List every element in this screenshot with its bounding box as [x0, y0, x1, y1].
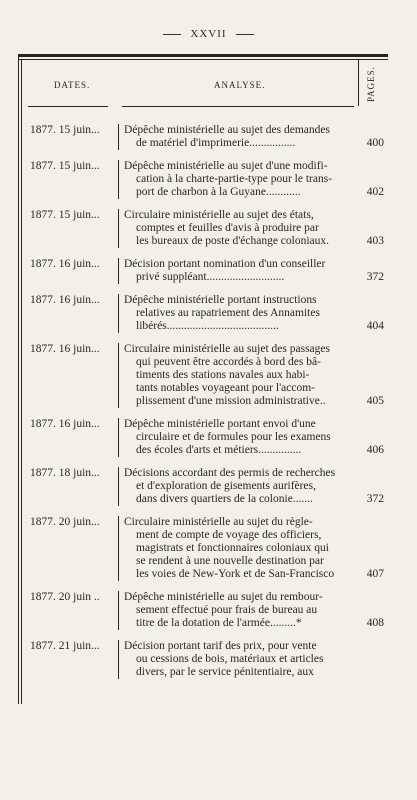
entry-page: 372	[366, 493, 384, 505]
analysis-line: Dépêche ministérielle au sujet du rembour-	[124, 591, 323, 603]
entry-date: 1877. 16 juin...	[30, 258, 100, 270]
entry-analysis	[124, 640, 356, 679]
analysis-line: divers, par le service pénitentiaire, aux	[136, 666, 314, 678]
analysis-line: Dépêche ministérielle portant envoi d'une	[124, 418, 316, 430]
entry-page: 406	[366, 444, 384, 456]
analysis-line: Décision portant nomination d'un conseiller	[124, 258, 326, 270]
entry-date: 1877. 16 juin...	[30, 418, 100, 430]
column-divider	[118, 258, 119, 284]
analysis-line: Décisions accordant des permis de recherches	[124, 467, 336, 479]
column-divider	[118, 160, 119, 199]
analysis-line: port de charbon à la Guyane............	[136, 186, 301, 198]
analysis-line: circulaire et de formules pour les examens	[136, 431, 331, 443]
column-header-pages: PAGES.	[366, 66, 376, 102]
analysis-line: privé suppléant...........................	[136, 271, 285, 283]
column-divider	[118, 294, 119, 333]
analysis-line: Dépêche ministérielle au sujet d'une modifi-	[124, 160, 328, 172]
column-divider	[118, 209, 119, 248]
page-number-header	[0, 28, 417, 40]
analysis-line: Dépêche ministérielle portant instructions	[124, 294, 317, 306]
analysis-line: cation à la charte-partie-type pour le trans-	[136, 173, 333, 185]
entry-date: 1877. 15 juin...	[30, 209, 100, 221]
column-divider	[118, 640, 119, 679]
column-header-analysis: ANALYSE.	[214, 80, 266, 90]
entry-analysis	[124, 258, 356, 284]
entry-page: 404	[366, 320, 384, 332]
analysis-line: qui peuvent être accordés à bord des bâ-	[136, 356, 321, 368]
analysis-line: titre de la dotation de l'armée.........*	[136, 617, 302, 629]
analysis-line: ment de compte de voyage des officiers,	[136, 529, 322, 541]
column-header-dates: DATES.	[54, 80, 91, 90]
entry-analysis	[124, 591, 356, 630]
column-divider	[118, 591, 119, 630]
table-frame	[18, 54, 388, 704]
entry-analysis	[124, 467, 356, 506]
analysis-line: Décision portant tarif des prix, pour vente	[124, 640, 317, 652]
dates-header-underline	[28, 106, 108, 107]
analysis-line: les voies de New-York et de San-Francisco	[136, 568, 335, 580]
entry-analysis	[124, 209, 356, 248]
analysis-line: se rendent à une nouvelle destination par	[136, 555, 324, 567]
analysis-line: Circulaire ministérielle au sujet des états,	[124, 209, 314, 221]
entry-date: 1877. 15 juin...	[30, 124, 100, 136]
analysis-line: ou cessions de bois, matériaux et articles	[136, 653, 324, 665]
entry-analysis	[124, 516, 356, 581]
entry-date: 1877. 18 juin...	[30, 467, 100, 479]
column-divider	[118, 124, 119, 150]
analysis-line: Dépêche ministérielle au sujet des demandes	[124, 124, 330, 136]
left-border	[18, 54, 19, 704]
entry-page: 408	[366, 617, 384, 629]
analysis-line: les bureaux de poste d'échange coloniaux.	[136, 235, 330, 247]
entry-page: 407	[366, 568, 384, 580]
entry-page: 372	[366, 271, 384, 283]
analysis-line: libérés.......................................	[136, 320, 279, 332]
analysis-line: dans divers quartiers de la colonie.......	[136, 493, 313, 505]
analysis-line: de matériel d'imprimerie................	[136, 137, 296, 149]
analysis-line: timents des stations navales aux habi-	[136, 369, 310, 381]
analysis-line: tants notables voyageant pour l'accom-	[136, 382, 315, 394]
analysis-line: et d'exploration de gisements aurifères,	[136, 480, 316, 492]
top-thin-rule	[18, 59, 388, 60]
dash-left	[163, 34, 181, 35]
column-divider	[118, 343, 119, 408]
entry-page: 403	[366, 235, 384, 247]
page-number: XXVII	[190, 28, 227, 40]
analysis-line: magistrats et fonctionnaires coloniaux qui	[136, 542, 329, 554]
entry-date: 1877. 21 juin...	[30, 640, 100, 652]
left-border-inner	[21, 60, 22, 704]
column-divider	[118, 418, 119, 457]
pages-header-divider	[358, 60, 359, 106]
entry-analysis	[124, 124, 356, 150]
entry-date: 1877. 16 juin...	[30, 343, 100, 355]
column-divider	[118, 516, 119, 581]
entry-date: 1877. 20 juin ..	[30, 591, 100, 603]
entry-page: 400	[366, 137, 384, 149]
analysis-header-underline	[122, 106, 354, 107]
entry-date: 1877. 15 juin...	[30, 160, 100, 172]
analysis-line: plissement d'une mission administrative..	[136, 395, 326, 407]
analysis-line: comptes et feuilles d'avis à produire par	[136, 222, 319, 234]
entry-analysis	[124, 294, 356, 333]
entry-analysis	[124, 418, 356, 457]
column-divider	[118, 467, 119, 506]
analysis-line: sement effectué pour frais de bureau au	[136, 604, 318, 616]
entry-analysis	[124, 343, 356, 408]
entry-date: 1877. 16 juin...	[30, 294, 100, 306]
top-thick-rule	[18, 54, 388, 57]
entry-page: 405	[366, 395, 384, 407]
entry-date: 1877. 20 juin...	[30, 516, 100, 528]
dash-right	[236, 34, 254, 35]
entry-page: 402	[366, 186, 384, 198]
analysis-line: Circulaire ministérielle au sujet des passages	[124, 343, 330, 355]
analysis-line: Circulaire ministérielle au sujet du règle-	[124, 516, 313, 528]
analysis-line: des écoles d'arts et métiers...............	[136, 444, 302, 456]
entry-analysis	[124, 160, 356, 199]
analysis-line: relatives au rapatriement des Annamites	[136, 307, 320, 319]
